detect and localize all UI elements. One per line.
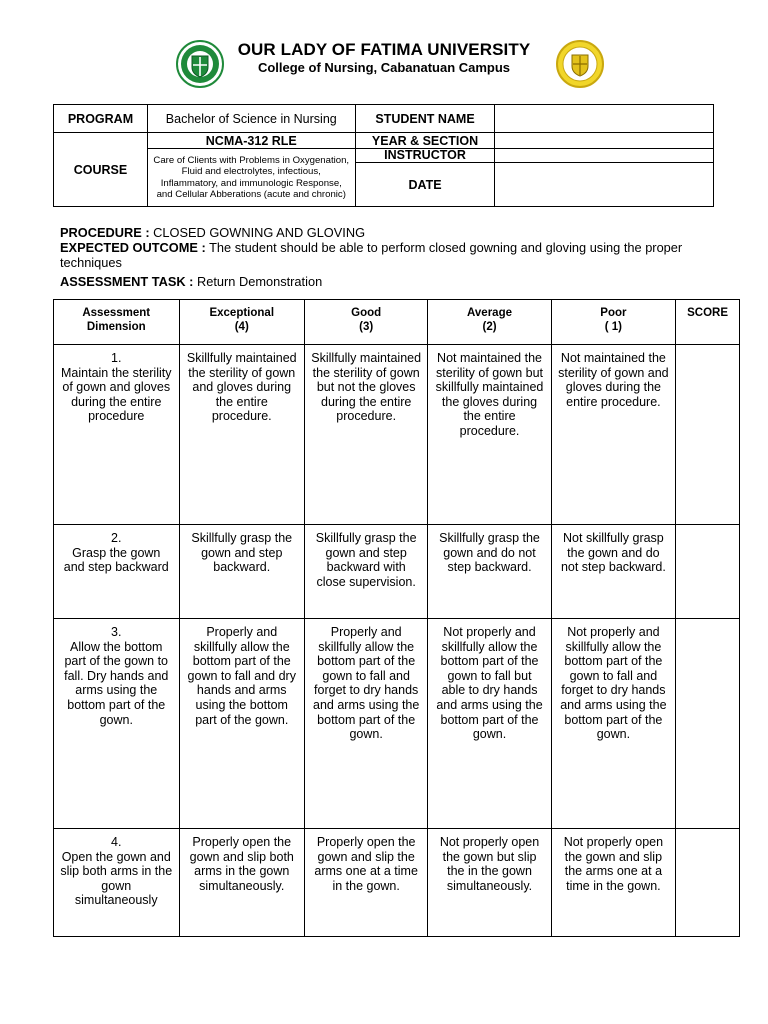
poor-cell: Not properly and skillfully allow the bottom part of the gown to fall and forget to dry hands and arms using the bottom part of the gown.	[551, 619, 675, 829]
exceptional-cell: Properly open the gown and slip both arms in the gown simultaneously.	[179, 829, 305, 937]
procedure-line	[60, 225, 720, 240]
course-code: NCMA-312 RLE	[147, 133, 355, 149]
rubric-row	[54, 525, 740, 619]
student-name-label: STUDENT NAME	[355, 105, 495, 133]
instructor-field[interactable]	[495, 149, 714, 163]
dimension-cell: 1. Maintain the sterility of gown and gloves during the entire procedure	[54, 345, 180, 525]
rubric-header-row	[54, 300, 740, 345]
procedure-label: PROCEDURE :	[60, 225, 150, 240]
rubric-row	[54, 345, 740, 525]
assessment-rubric-table	[53, 299, 740, 937]
expected-outcome-line	[60, 240, 720, 270]
score-cell[interactable]	[676, 829, 740, 937]
good-header: Good (3)	[305, 300, 428, 345]
exceptional-cell: Skillfully grasp the gown and step backward.	[179, 525, 305, 619]
program-label: PROGRAM	[54, 105, 148, 133]
exceptional-cell: Properly and skillfully allow the bottom part of the gown to fall and dry hands and arms using the bottom part of the gown.	[179, 619, 305, 829]
student-name-field[interactable]	[495, 105, 714, 133]
dimension-cell: 3. Allow the bottom part of the gown to fall. Dry hands and arms using the bottom part of the gown.	[54, 619, 180, 829]
expected-outcome-value: The student should be able to perform closed gowning and gloving using the proper techniques	[60, 240, 683, 270]
program-value: Bachelor of Science in Nursing	[147, 105, 355, 133]
poor-cell: Not maintained the sterility of gown and gloves during the entire procedure.	[551, 345, 675, 525]
year-section-label: YEAR & SECTION	[355, 133, 495, 149]
assessment-task-value: Return Demonstration	[197, 274, 323, 289]
good-cell: Skillfully maintained the sterility of gown but not the gloves during the entire procedure.	[305, 345, 428, 525]
score-cell[interactable]	[676, 525, 740, 619]
course-description: Care of Clients with Problems in Oxygenation, Fluid and electrolytes, infectious, Inflammatory, and immunologic Response, and Cellular Abberations (acute and chronic)	[147, 149, 355, 207]
poor-header: Poor ( 1)	[551, 300, 675, 345]
average-header: Average (2)	[428, 300, 551, 345]
date-label: DATE	[355, 163, 495, 207]
average-cell: Skillfully grasp the gown and do not step backward.	[428, 525, 551, 619]
score-header: SCORE	[676, 300, 740, 345]
dimension-header: Assessment Dimension	[54, 300, 180, 345]
score-cell[interactable]	[676, 345, 740, 525]
average-cell: Not properly and skillfully allow the bottom part of the gown to fall but able to dry hands and arms using the bottom part of the gown.	[428, 619, 551, 829]
good-cell: Skillfully grasp the gown and step backward with close supervision.	[305, 525, 428, 619]
date-field[interactable]	[495, 163, 714, 207]
poor-cell: Not skillfully grasp the gown and do not step backward.	[551, 525, 675, 619]
rubric-row	[54, 829, 740, 937]
assessment-task-label: ASSESSMENT TASK :	[60, 274, 194, 289]
poor-cell: Not properly open the gown and slip the arms one at a time in the gown.	[551, 829, 675, 937]
exceptional-cell: Skillfully maintained the sterility of gown and gloves during the entire procedure.	[179, 345, 305, 525]
course-label: COURSE	[54, 133, 148, 207]
good-cell: Properly and skillfully allow the bottom part of the gown to fall and forget to dry hands and arms using the bottom part of the gown.	[305, 619, 428, 829]
college-name: College of Nursing, Cabanatuan Campus	[257, 60, 511, 75]
procedure-value: CLOSED GOWNING AND GLOVING	[153, 225, 366, 240]
year-section-field[interactable]	[495, 133, 714, 149]
expected-outcome-label: EXPECTED OUTCOME :	[60, 240, 206, 255]
good-cell: Properly open the gown and slip the arms one at a time in the gown.	[305, 829, 428, 937]
instructor-label: INSTRUCTOR	[355, 149, 495, 163]
dimension-cell: 4. Open the gown and slip both arms in the gown simultaneously	[54, 829, 180, 937]
rubric-row	[54, 619, 740, 829]
dimension-cell: 2. Grasp the gown and step backward	[54, 525, 180, 619]
average-cell: Not maintained the sterility of gown but skillfully maintained the gloves during the entire procedure.	[428, 345, 551, 525]
assessment-task-line	[60, 274, 720, 289]
exceptional-header: Exceptional (4)	[179, 300, 305, 345]
student-info-table	[53, 104, 714, 207]
procedure-block	[60, 225, 720, 289]
university-name: OUR LADY OF FATIMA UNIVERSITY	[237, 40, 531, 59]
average-cell: Not properly open the gown but slip the in the gown simultaneously.	[428, 829, 551, 937]
score-cell[interactable]	[676, 619, 740, 829]
